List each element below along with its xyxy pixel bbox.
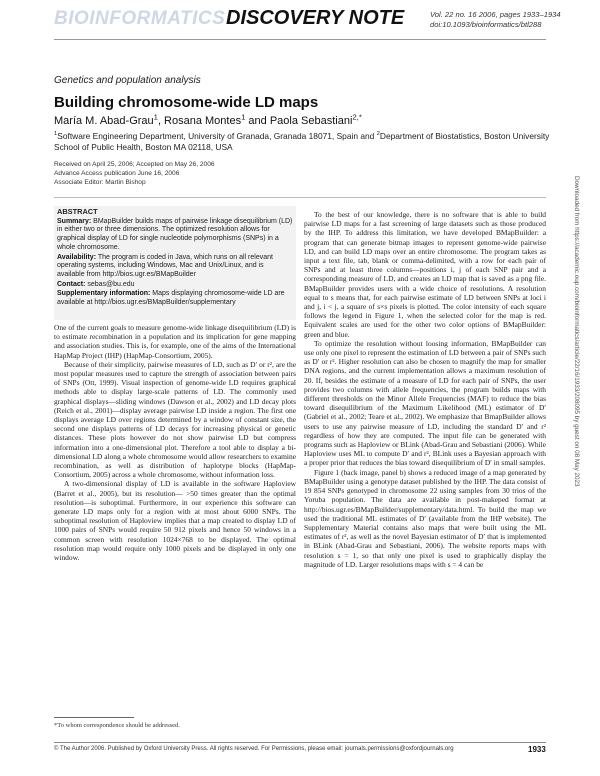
affiliations bbox=[54, 131, 554, 152]
author-list bbox=[54, 112, 362, 127]
abstract-contact bbox=[57, 281, 293, 290]
abstract-summary bbox=[57, 218, 293, 253]
header-rule bbox=[54, 39, 546, 40]
article-title: Building chromosome-wide LD maps bbox=[54, 94, 319, 111]
page-number: 1933 bbox=[528, 745, 546, 754]
body-paragraph: Figure 1 (back image, panel b) shows a reduced image of a map generated by BMapBuilder using a genotype dataset published by the IHP. The data consist of 19 854 SNPs genotyped in chromosome 22 using samples from 30 trios of the Yoruba population. The data are available in post-makeped format at http://bios.ugr.es/BMapBuilder/supplementary/data.html. To build the map we used the traditional ML estimates of D′ (available from the IHP website). The Supplementary Material contains also maps that were built using the ML estimates of r², as well as the novel Bayesian estimator of D′ that is implemented in BLink (Abad-Grau and Sebastiani, 2006). The website reports maps with resolution s = 1, so that only one pixel is used to graphically display the magnitude of LD. Larger resolutions maps with s = 4 can be bbox=[304, 467, 546, 569]
summary-label: Summary: bbox=[57, 217, 92, 225]
author-name: María M. Abad-Grau bbox=[54, 115, 154, 127]
body-paragraph: One of the current goals to measure genome-wide linkage disequilibrium (LD) is to estimate recombination in a population and its implication for gene mapping and association studies. This is, for example, one of the aims of the International HapMap Project (IHP) (HapMap-Consortium, 2005). bbox=[54, 323, 296, 360]
body-paragraph: A two-dimensional display of LD is available in the software Haploview (Barret et al., 2005), but its resolution— >50 times greater than the optimal resolution—is suboptimal. Furthermore, in our experience this software can generate LD maps only for a region with at most about 6000 SNPs. The suboptimal resolution of Haploview implies that a map created to display LD of 1000 pairs of SNPs would require 50 912 pixels and hence 50 windows in a common screen with resolution 1024×768 to be displayed. The optimal resolution map would require only 1000 pixels and be displayed in only one window. bbox=[54, 479, 296, 563]
supplementary-text[interactable]: Maps displaying chromosome-wide LD are available at http://bios.ugr.es/BMapBuilder/supplementary bbox=[57, 290, 285, 307]
availability-label: Availability: bbox=[57, 253, 97, 261]
body-column-left bbox=[54, 323, 296, 562]
page-header bbox=[0, 0, 600, 56]
abstract-heading: ABSTRACT bbox=[57, 207, 98, 216]
footnote-rule bbox=[54, 717, 134, 718]
article-dates bbox=[54, 160, 215, 187]
body-paragraph: To the best of our knowledge, there is no software that is able to build pairwise LD maps for a fast screening of large datasets such as those produced by the IHP. To address this limitation, we have developed BMapBuilder: a program that can generate bitmap images to represent genome-wide pairwise LD, and can build LD maps over an entire chromosome. The program takes as input a text file, tab, blank or comma-delimited, with a row for each pair of SNPs and at least three columns—positions i, j of each SNP pair and a corresponding measure of LD, and creates an LD map that is saved as a png file. BMapBuilder provides users with a wide choice of resolutions. A resolution equal to s means that, for each pairwise estimate of LD between SNPs at loci i and j, i < j, a square of s×s pixels is plotted. The color intensity of each square follows the legend in Figure 1, when the selected color for the map is red. Equivalent scales are used for the other two color options of BMapBuilder: green and blue. bbox=[304, 210, 546, 339]
copyright-footer: © The Author 2006. Published by Oxford University Press. All rights reserved. For Permissions, please email: journals.permissions@oxfordjournals.org bbox=[54, 746, 454, 752]
availability-text[interactable]: The program is coded in Java, which runs on all relevant operating systems, including Windows, Mac and Unix/Linux, and is available from http://bios.ugr.es/BMapBuilder bbox=[57, 253, 273, 278]
summary-text: BMapBuilder builds maps of pairwise linkage disequilibrium (LD) in either two or three dimensions. The optimized resolution allows for graphical display of LD for single nucleotide polymorphisms (SNPs) in a whole chromosome. bbox=[57, 217, 293, 251]
author-affil-mark: 1 bbox=[241, 112, 246, 122]
affil-text: Software Engineering Department, University of Granada, Granada 18071, Spain and bbox=[57, 131, 377, 141]
body-paragraph: Because of their simplicity, pairwise measures of LD, such as D′ or r², are the most popular measures used to capture the strength of association between pairs of SNPs (Ott, 1999). Visual inspection of genome-wide LD requires graphical methods able to display large-scale patterns of LD. The commonly used graphical displays—sliding windows (Dawson et al., 2002) and LD decay plots (Reich et al., 2001)—display average pairwise LD inside a region. The first one displays average LD over regions determined by a window of constant size, the second one displays patterns of LD decays for increasing physical or genetic distances. These plots however do not show pairwise LD but compress information into a one-dimensional plot. Therefore a tool able to display a bi-dimensional LD along a whole chromosome would allow researchers to examine recombination, as well as distribution of haplotype blocks (HapMap-Consortium, 2005) across a whole chromosome, without information loss. bbox=[54, 359, 296, 480]
author-affil-mark: 1 bbox=[153, 112, 158, 122]
affil-mark: 1 bbox=[54, 131, 58, 138]
body-column-right bbox=[304, 210, 546, 569]
document-type: DISCOVERY NOTE bbox=[226, 7, 405, 29]
author-name: and Paola Sebastiani bbox=[245, 115, 353, 127]
correspondence-footnote: *To whom correspondence should be addressed. bbox=[54, 722, 180, 729]
abstract-box bbox=[54, 206, 296, 320]
abstract-supplementary bbox=[57, 290, 293, 307]
associate-editor: Associate Editor: Martin Bishop bbox=[54, 179, 146, 186]
download-side-note: Downloaded from https://academic.oup.com/bioinformatics/article/22/16/1933/208095 by guest on 08 May 2023 bbox=[573, 176, 580, 487]
author-affil-mark: 2,* bbox=[352, 112, 362, 122]
footer-rule bbox=[54, 742, 546, 743]
author-name: , Rosana Montes bbox=[157, 115, 242, 127]
abstract-availability bbox=[57, 254, 293, 280]
received-date: Received on April 25, 2006; Accepted on May 26, 2006 bbox=[54, 161, 215, 168]
volume-line: Vol. 22 no. 16 2006, pages 1933–1934 bbox=[430, 10, 561, 19]
supplementary-label: Supplementary information: bbox=[57, 290, 151, 298]
publication-info bbox=[430, 10, 561, 30]
affil-text: Department of Biostatistics, Boston University School of Public Health, Boston MA 02118, USA bbox=[54, 131, 550, 152]
journal-name: BIOINFORMATICS bbox=[54, 8, 226, 29]
abstract-rule bbox=[54, 197, 546, 198]
contact-email[interactable]: sebas@bu.edu bbox=[85, 280, 135, 288]
affil-mark: 2 bbox=[376, 131, 380, 138]
advance-access-date: Advance Access publication June 16, 2006 bbox=[54, 170, 180, 177]
contact-label: Contact: bbox=[57, 280, 86, 288]
doi-link[interactable]: doi:10.1093/bioinformatics/btl288 bbox=[430, 20, 542, 29]
body-paragraph: To optimize the resolution without loosing information, BMapBuilder can use only one pixel to represent the estimation of LD between a pair of SNPs such as D′ or r². Higher resolution can also be chosen to magnify the map for smaller DNA regions, and the current implementation allows a maximum resolution of 20. If, besides the estimate of a measure of LD for each pair of SNPs, the user provides two columns with allele frequencies, the program builds maps with different thresholds on the Minor Allele Frequencies (MAF) to reduce the bias toward disequilibrium of the Maximum Likelihood (ML) estimator of D′ (Gabriel et al., 2002; Teare et al., 2002). We emphasize that BmapBuilder allows users to use any pairwise measure of LD, including the standard D′ and r² regardless of how they are computed. The input file can be generated with programs such as Haploview or BLink (Abad-Grau and Sebastiani (2006). While Haploview uses ML to compute D′ and r², BLink uses a Bayesian approach with a proper prior that reduces the bias toward disequilibrium of D′ in small samples. bbox=[304, 338, 546, 468]
section-label: Genetics and population analysis bbox=[54, 75, 201, 86]
